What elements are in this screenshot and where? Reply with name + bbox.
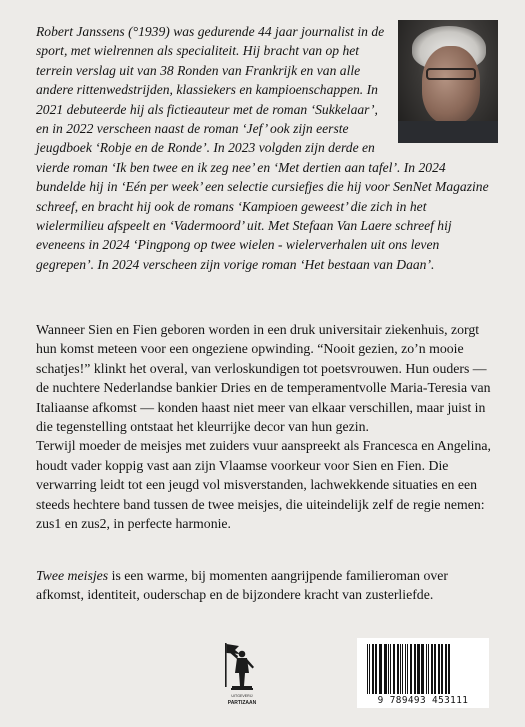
- barcode-digits: 9 789493 453111: [377, 695, 469, 706]
- barcode-bar: [372, 644, 374, 694]
- barcode-bar: [388, 644, 389, 694]
- barcode-bar: [426, 644, 427, 694]
- isbn-barcode: [357, 638, 489, 708]
- barcode-bar: [445, 644, 447, 694]
- barcode-bar: [421, 644, 424, 694]
- barcode-bar: [369, 644, 370, 694]
- barcode-bar: [414, 644, 416, 694]
- barcode-bar: [417, 644, 420, 694]
- barcode-bar: [390, 644, 391, 694]
- barcode-bar: [375, 644, 377, 694]
- barcode-bar: [367, 644, 368, 694]
- barcode-bar: [405, 644, 406, 694]
- barcode-bar: [393, 644, 395, 694]
- synopsis: [36, 320, 494, 533]
- barcode-bar: [438, 644, 440, 694]
- barcode-bar: [397, 644, 399, 694]
- author-bio-text: [36, 22, 492, 274]
- publisher-partisan-icon: [219, 640, 265, 708]
- author-photo-face: [422, 46, 480, 124]
- synopsis-paragraph-1: Wanneer Sien en Fien geboren worden in een druk universitair ziekenhuis, zorgt hun komst meteen voor een ongeziene opwinding. “Nooit gezien, zo’n mooie schatjes!” klinkt het overal, van verloskundigen tot poetsvrouwen. Hun ouders — de nuchtere Nederlandse bankier Dries en de temperamentvolle Maria-Teresia van Italiaanse afkomst — konden haast niet meer van elkaar verschillen, maar juist in die tegenstelling ontstaat het kleurrijke decor van hun gezin.: [36, 322, 491, 435]
- barcode-bar: [434, 644, 436, 694]
- barcode-bar: [379, 644, 382, 694]
- publisher-line-1: UITGEVERIJ: [231, 694, 253, 698]
- barcode-bar: [441, 644, 443, 694]
- barcode-bar: [410, 644, 412, 694]
- author-photo-collar: [398, 121, 498, 143]
- barcode-bar: [400, 644, 401, 694]
- barcode-bar: [431, 644, 433, 694]
- barcode-bar: [402, 644, 403, 694]
- publisher-logo: [219, 640, 265, 708]
- author-photo-glasses: [426, 68, 476, 80]
- author-photo: [398, 20, 498, 143]
- barcode-bar: [407, 644, 408, 694]
- author-photo-wrap: [398, 20, 498, 143]
- closing-text: is een warme, bij momenten aangrijpende familieroman over afkomst, identiteit, ouderschap en de bijzondere kracht van zusterliefde.: [36, 568, 448, 603]
- closing-paragraph: [36, 566, 494, 605]
- book-title: Twee meisjes: [36, 568, 109, 583]
- barcode-bar: [384, 644, 387, 694]
- barcode-bar: [428, 644, 429, 694]
- barcode-bar: [448, 644, 450, 694]
- author-bio-body: Robert Janssens (°1939) was gedurende 44 jaar journalist in de sport, met wielrennen als specialiteit. Hij bracht van op het terrein verslag uit van 38 Ronden van Frankrijk en van alle andere rittenwedstrijden, klassiekers en kampioenschappen. In 2021 debuteerde hij als fictieauteur met de roman ‘Sukkelaar’, en in 2022 verscheen naast de roman ‘Jef’ ook zijn eerste jeugdboek ‘Robje en de Ronde’. In 2023 volgden zijn derde en vierde roman ‘Ik ben twee en ik zeg nee’ en ‘Met dertien aan tafel’. In 2024 bundelde hij in ‘Eén per week’ een selectie cursiefjes die hij voor SenNet Magazine schreef, en bracht hij ook de romans ‘Kampioen geweest’ die zich in het wielermilieu afspeelt en ‘Vadermoord’ uit. Met Stefaan Van Laere schreef hij eveneens in 2024 ‘Pingpong op twee wielen - wielerverhalen uit ons leven gegrepen’. In 2024 verscheen zijn vorige roman ‘Het bestaan van Daan’.: [36, 24, 489, 272]
- synopsis-paragraph-2: Terwijl moeder de meisjes met zuiders vuur aanspreekt als Francesca en Angelina, houdt vader koppig vast aan zijn Vlaamse voorkeur voor Sien en Fien. Die verwarring leidt tot een jeugd vol misverstanden, lachwekkende situaties en een steeds hechtere band tussen de twee meisjes, die uiteindelijk zelf de regie nemen: zus1 en zus2, in perfecte harmonie.: [36, 438, 491, 532]
- publisher-line-2: PARTIZAAN: [227, 700, 257, 706]
- barcode-bars: [357, 638, 489, 696]
